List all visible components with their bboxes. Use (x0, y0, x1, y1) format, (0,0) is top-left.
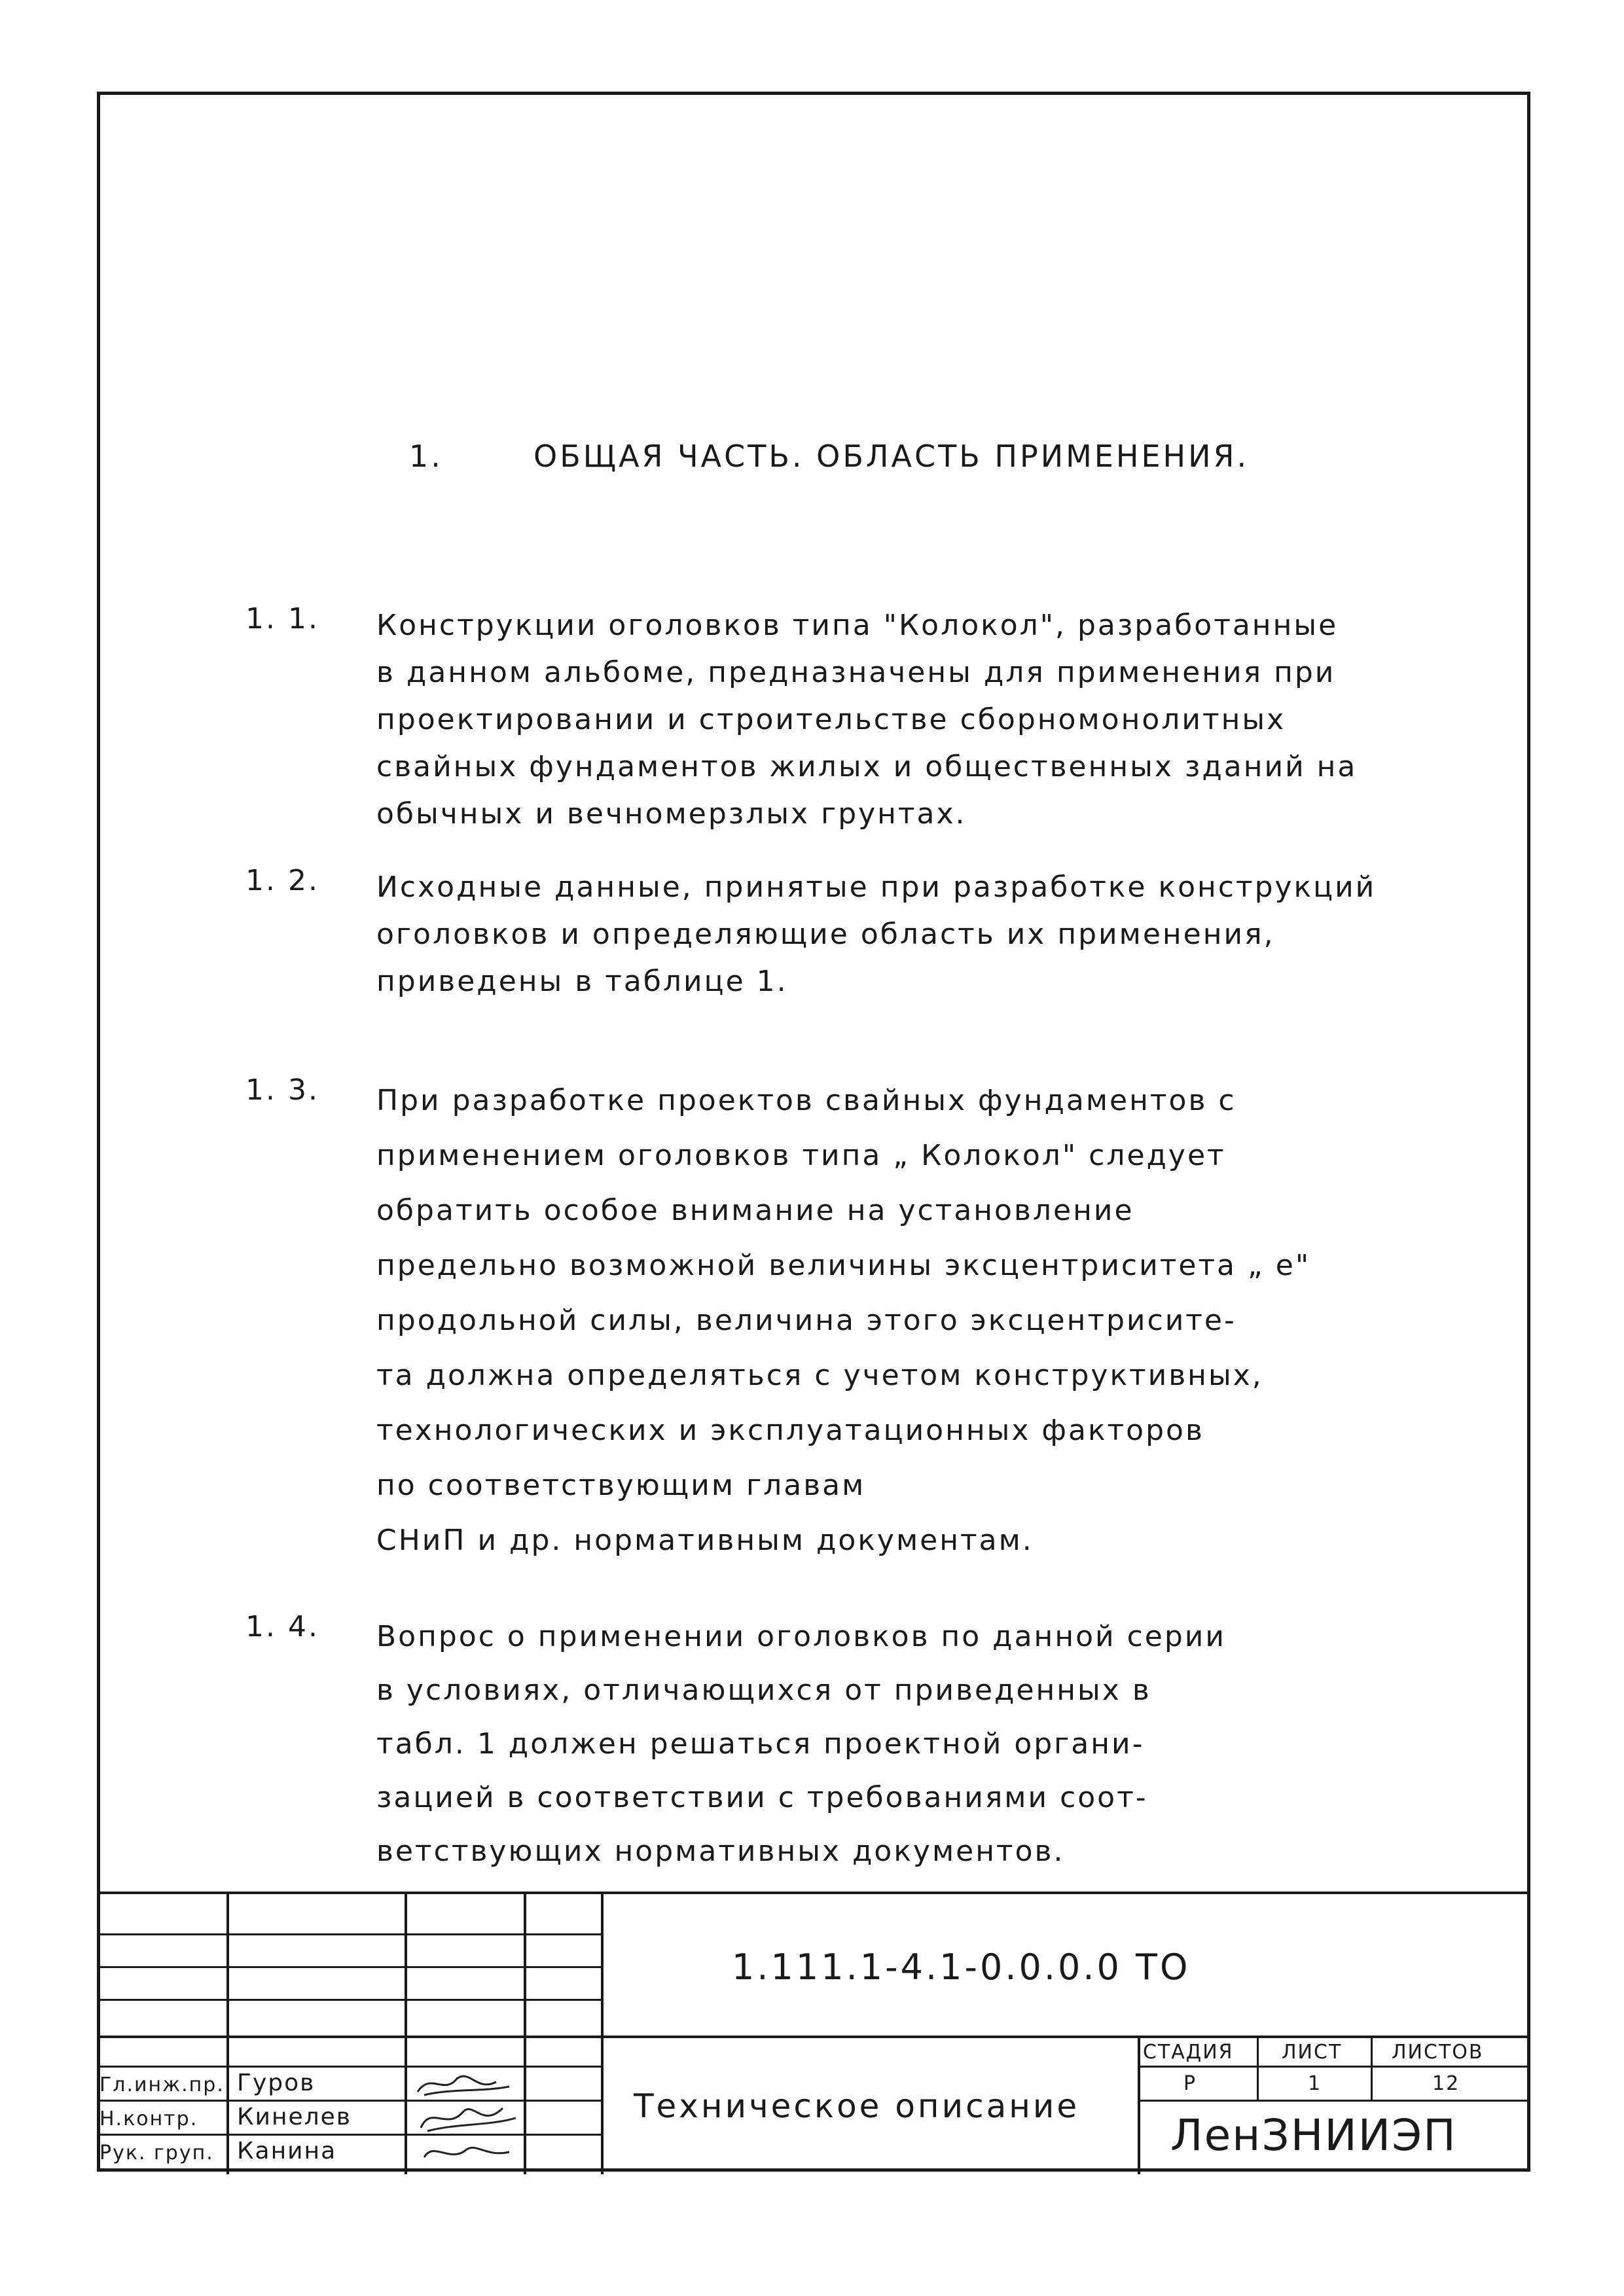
paragraph-text: Вопрос о применении оголовков по данной серии в условиях, отличающихся от приведенных в табл. 1 должен решаться проектной органи- зацией в соответствии с требованиями соот- ветствующих нормативных документов. (376, 1620, 1226, 1868)
paragraph-text: При разработке проектов свайных фундаментов с применением оголовков типа „ Колокол" следует обратить особое внимание на установление предельно возможной величины эксцентриситета „ е" продольной силы, величина этого эксцентрисите- та должна определяться с учетом конструктивных, технологических и эксплуатационных факторов по соответствующим главам СНиП и др. нормативным документам. (376, 1084, 1311, 1557)
signatory-name: Гуров (237, 2070, 316, 2096)
signatory-role: Гл.инж.пр. (99, 2073, 225, 2096)
handwritten-signatures (411, 2066, 522, 2169)
paragraph-text: Исходные данные, принятые при разработке конструкций оголовков и определяющие область их применения, приведены в таблице 1. (376, 870, 1377, 998)
paragraph-number: 1. 4. (245, 1610, 319, 1643)
sheet-value: 1 (1308, 2072, 1322, 2095)
paragraph-1-3 (245, 1073, 1509, 1568)
paragraph-number: 1. 2. (245, 864, 319, 897)
signatory-name: Кинелев (237, 2104, 352, 2130)
signatory-name: Канина (237, 2138, 337, 2164)
paragraph-1-2 (245, 864, 1509, 1005)
signatory-role: Рук. груп. (99, 2142, 214, 2164)
sheets-label: ЛИСТОВ (1392, 2041, 1484, 2064)
title-block (97, 1892, 1530, 2172)
section-title: ОБЩАЯ ЧАСТЬ. ОБЛАСТЬ ПРИМЕНЕНИЯ. (533, 439, 1250, 474)
paragraph-number: 1. 3. (245, 1073, 319, 1107)
document-code: 1.111.1-4.1-0.0.0.0 ТО (732, 1946, 1191, 1988)
paragraph-text: Конструкции оголовков типа "Колокол", разработанные в данном альбоме, предназначены для применения при проектировании и строительстве сборномонолитных свайных фундаментов жилых и общественных зданий на обычных и вечномерзлых грунтах. (376, 609, 1358, 831)
stage-value: Р (1183, 2072, 1197, 2095)
section-number: 1. (409, 439, 443, 474)
paragraph-1-4 (245, 1610, 1509, 1878)
signatory-role: Н.контр. (99, 2108, 198, 2130)
section-heading (409, 439, 1249, 474)
document-name: Техническое описание (634, 2087, 1080, 2125)
organization-name: ЛенЗНИИЭП (1170, 2110, 1457, 2161)
stage-label: СТАДИЯ (1143, 2041, 1234, 2064)
sheets-value: 12 (1432, 2072, 1460, 2095)
sheet-label: ЛИСТ (1282, 2041, 1343, 2064)
paragraph-1-1 (245, 602, 1509, 838)
paragraph-number: 1. 1. (245, 602, 319, 636)
